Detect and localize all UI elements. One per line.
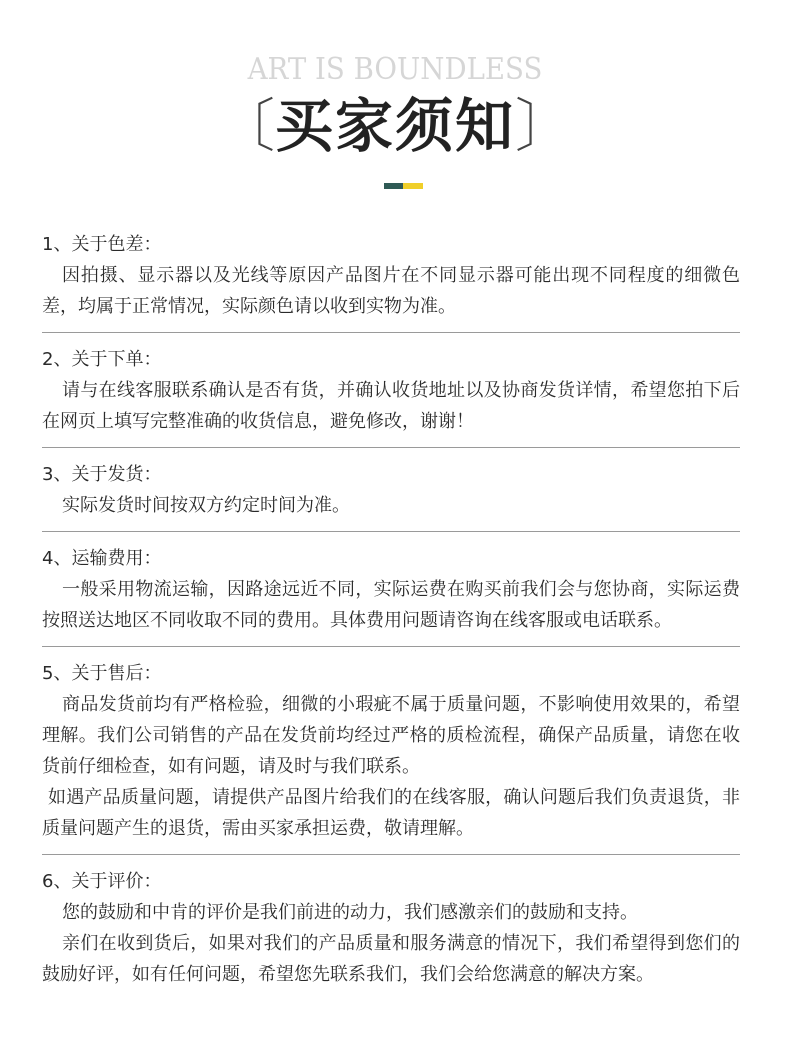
page-title: 买家须知 bbox=[274, 92, 515, 160]
section-paragraph: 商品发货前均有严格检验，细微的小瑕疵不属于质量问题，不影响使用效果的，希望理解。我们公司销售的产品在发货前均经过严格的质检流程，确保产品质量，请您在收货前仔细检查，如有问题，请及时与我们联系。 bbox=[42, 694, 740, 777]
section-paragraph: 如遇产品质量问题，请提供产品图片给我们的在线客服，确认问题后我们负责退货，非质量问题产生的退货，需由买家承担运费，敬请理解。 bbox=[42, 787, 740, 839]
section-paragraph: 亲们在收到货后，如果对我们的产品质量和服务满意的情况下，我们希望得到您们的鼓励好评，如有任何问题，希望您先联系我们，我们会给您满意的解决方案。 bbox=[42, 933, 740, 985]
section-paragraph: 一般采用物流运输，因路途远近不同，实际运费在购买前我们会与您协商，实际运费按照送达地区不同收取不同的费用。具体费用问题请咨询在线客服或电话联系。 bbox=[42, 579, 740, 631]
section-title: 3、关于发货： bbox=[42, 464, 162, 485]
section-title: 4、运输费用： bbox=[42, 548, 162, 569]
title-block bbox=[0, 88, 790, 168]
section-paragraph: 实际发货时间按双方约定时间为准。 bbox=[62, 495, 350, 516]
section-paragraph: 请与在线客服联系确认是否有货，并确认收货地址以及协商发货详情，希望您拍下后在网页上填写完整准确的收货信息，避免修改，谢谢！ bbox=[42, 380, 740, 432]
section-after-sales bbox=[42, 647, 740, 855]
section-title: 2、关于下单： bbox=[42, 349, 162, 370]
section-reviews bbox=[42, 855, 740, 1000]
section-paragraph: 您的鼓励和中肯的评价是我们前进的动力，我们感激亲们的鼓励和支持。 bbox=[62, 902, 638, 923]
section-shipping bbox=[42, 448, 740, 532]
section-paragraph: 因拍摄、显示器以及光线等原因产品图片在不同显示器可能出现不同程度的细微色差，均属于正常情况，实际颜色请以收到实物为准。 bbox=[42, 265, 740, 317]
title-bracket-left: 〔 bbox=[216, 92, 275, 160]
section-title: 1、关于色差： bbox=[42, 234, 162, 255]
section-freight-cost bbox=[42, 532, 740, 647]
section-title: 6、关于评价： bbox=[42, 871, 162, 892]
section-title: 5、关于售后： bbox=[42, 663, 162, 684]
section-color-difference bbox=[42, 226, 740, 333]
section-ordering bbox=[42, 333, 740, 448]
header-subtitle: ART IS BOUNDLESS bbox=[247, 52, 543, 87]
page-header bbox=[0, 0, 790, 200]
notice-sections bbox=[42, 226, 740, 1000]
title-bracket-right: 〕 bbox=[515, 92, 574, 160]
accent-bar-yellow bbox=[403, 183, 423, 189]
accent-bar-green bbox=[384, 183, 403, 189]
